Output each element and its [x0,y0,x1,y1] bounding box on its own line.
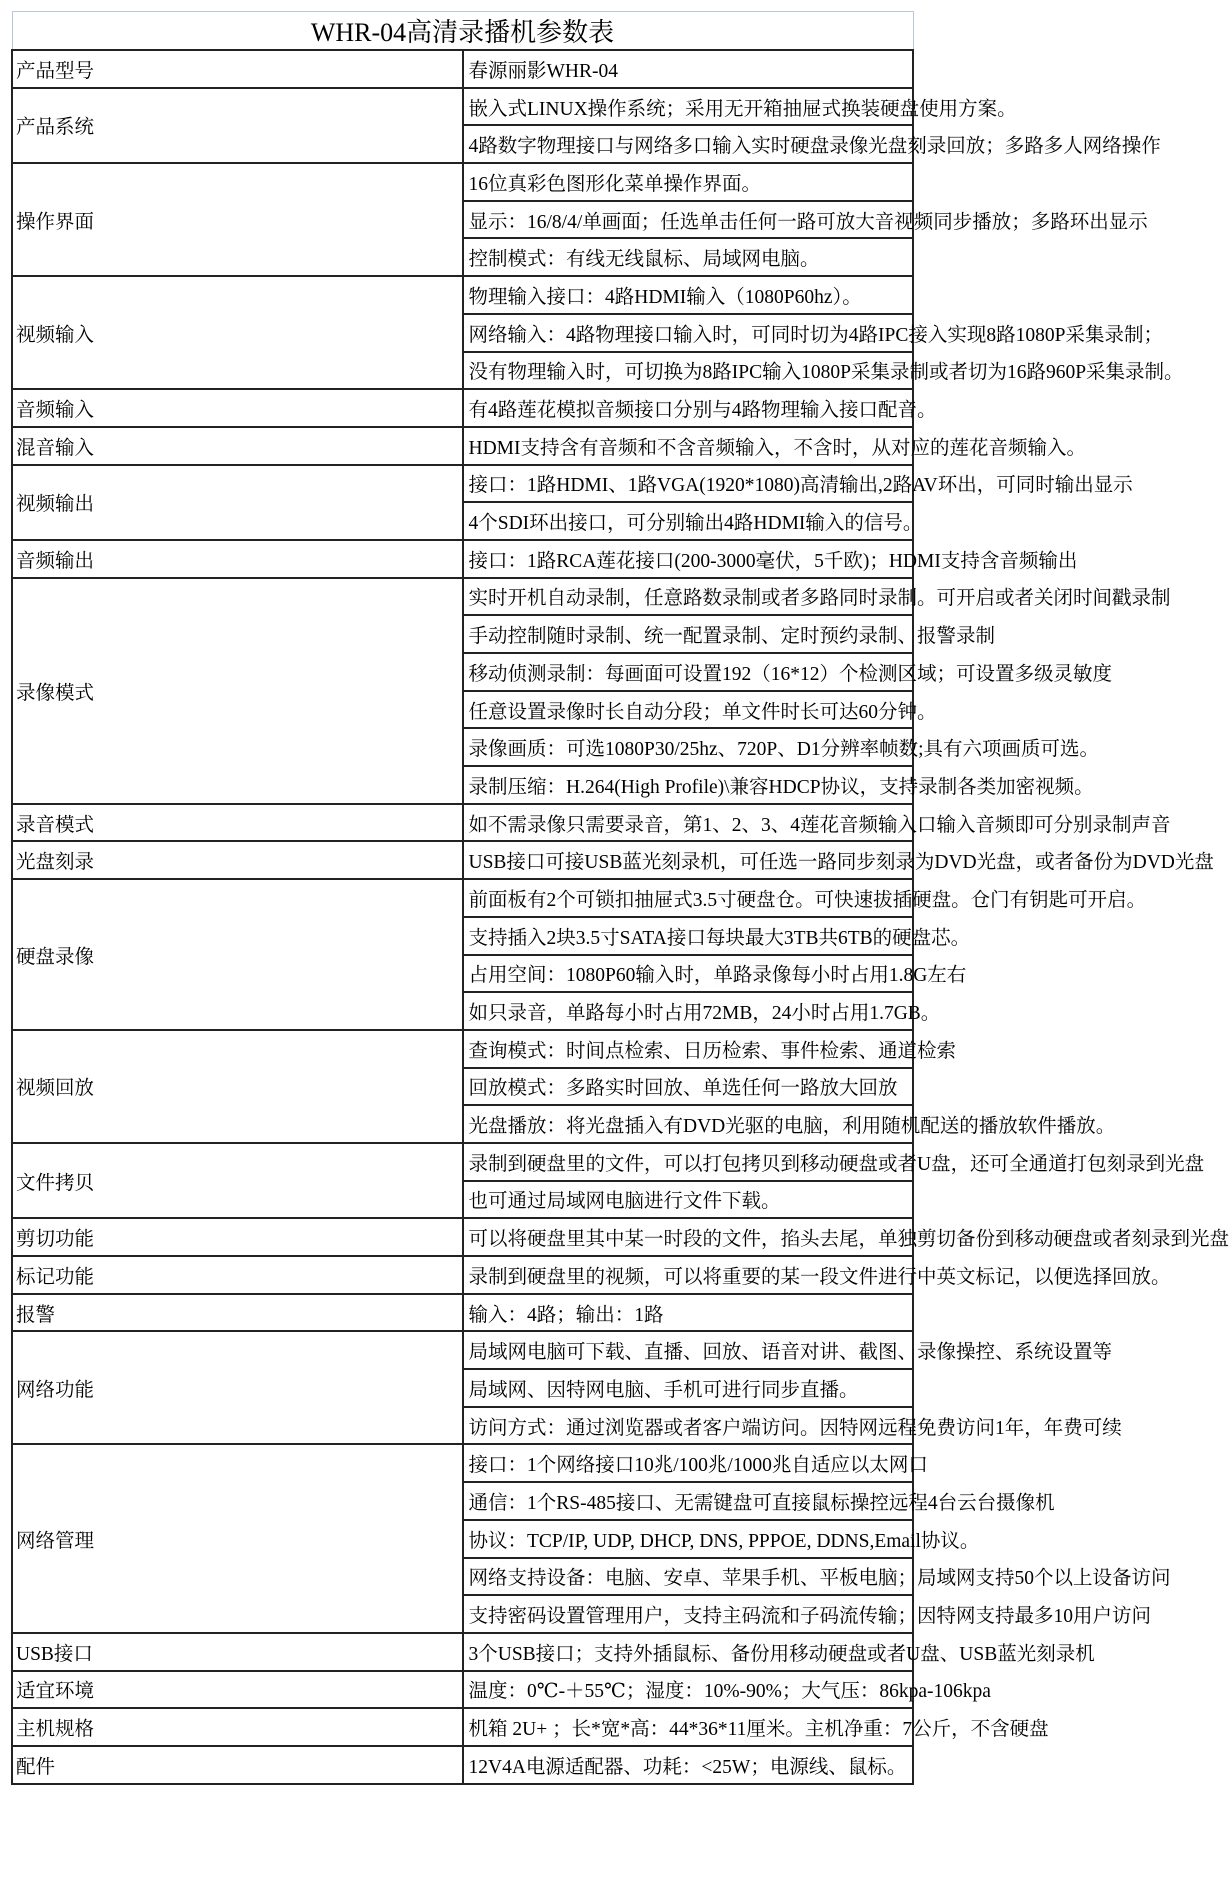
table-row [12,1143,913,1181]
row-label: USB接口 [12,1633,463,1671]
row-value: 4路数字物理接口与网络多口输入实时硬盘录像光盘刻录回放；多路多人网络操作 [463,125,914,163]
row-label: 视频输入 [12,276,463,389]
row-value: 录制到硬盘里的视频，可以将重要的某一段文件进行中英文标记，以便选择回放。 [463,1256,914,1294]
row-value: 16位真彩色图形化菜单操作界面。 [463,163,914,201]
row-value: 如不需录像只需要录音，第1、2、3、4莲花音频输入口输入音频即可分别录制声音 [463,804,914,842]
row-label: 录音模式 [12,804,463,842]
row-value: 光盘播放：将光盘插入有DVD光驱的电脑，利用随机配送的播放软件播放。 [463,1105,914,1143]
table-row [12,1256,913,1294]
row-value: 嵌入式LINUX操作系统；采用无开箱抽屉式换装硬盘使用方案。 [463,88,914,126]
row-value: 机箱 2U+ ；长*宽*高：44*36*11厘米。主机净重：7公斤，不含硬盘 [463,1708,914,1746]
row-value: 春源丽影WHR-04 [463,50,914,88]
row-label: 音频输入 [12,389,463,427]
row-label: 文件拷贝 [12,1143,463,1218]
table-row [12,578,913,616]
row-label: 录像模式 [12,578,463,804]
title-row [12,12,913,51]
table-row [12,1633,913,1671]
row-label: 产品系统 [12,88,463,163]
row-value: 如只录音，单路每小时占用72MB，24小时占用1.7GB。 [463,992,914,1030]
row-label: 音频输出 [12,540,463,578]
table-row [12,841,913,879]
row-value: 录制压缩：H.264(High Profile)\兼容HDCP协议，支持录制各类加密视频。 [463,766,914,804]
table-row [12,1746,913,1784]
table-row [12,1294,913,1332]
table-row [12,1671,913,1709]
table-row [12,88,913,126]
row-label: 配件 [12,1746,463,1784]
row-value: 可以将硬盘里其中某一时段的文件，掐头去尾，单独剪切备份到移动硬盘或者刻录到光盘 [463,1218,914,1256]
row-value: 录制到硬盘里的文件，可以打包拷贝到移动硬盘或者U盘，还可全通道打包刻录到光盘 [463,1143,914,1181]
table-row [12,1444,913,1482]
row-value: 没有物理输入时，可切换为8路IPC输入1080P采集录制或者切为16路960P采集录制。 [463,352,914,390]
row-label: 网络功能 [12,1331,463,1444]
row-value: 也可通过局域网电脑进行文件下载。 [463,1181,914,1219]
table-row [12,50,913,88]
table-row [12,1708,913,1746]
row-value: 网络支持设备：电脑、安卓、苹果手机、平板电脑；局域网支持50个以上设备访问 [463,1558,914,1596]
row-value: 协议：TCP/IP, UDP, DHCP, DNS, PPPOE, DDNS,Email协议。 [463,1520,914,1558]
row-value: 有4路莲花模拟音频接口分别与4路物理输入接口配音。 [463,389,914,427]
row-label: 视频回放 [12,1030,463,1143]
row-label: 网络管理 [12,1444,463,1632]
row-label: 适宜环境 [12,1671,463,1709]
row-value: 手动控制随时录制、统一配置录制、定时预约录制、报警录制 [463,615,914,653]
row-value: 支持密码设置管理用户，支持主码流和子码流传输；因特网支持最多10用户访问 [463,1595,914,1633]
row-value: 局域网电脑可下载、直播、回放、语音对讲、截图、录像操控、系统设置等 [463,1331,914,1369]
table-row [12,427,913,465]
row-label: 操作界面 [12,163,463,276]
row-value: 局域网、因特网电脑、手机可进行同步直播。 [463,1369,914,1407]
row-value: 接口：1路HDMI、1路VGA(1920*1080)高清输出,2路AV环出，可同时输出显示 [463,465,914,503]
row-value: 输入：4路；输出：1路 [463,1294,914,1332]
table-row [12,804,913,842]
table-row [12,389,913,427]
row-value: 查询模式：时间点检索、日历检索、事件检索、通道检索 [463,1030,914,1068]
table-row [12,276,913,314]
parameter-table [11,11,1229,1785]
row-value: 移动侦测录制：每画面可设置192（16*12）个检测区域；可设置多级灵敏度 [463,653,914,691]
row-value: 录像画质：可选1080P30/25hz、720P、D1分辨率帧数;具有六项画质可选。 [463,728,914,766]
row-value: USB接口可接USB蓝光刻录机，可任选一路同步刻录为DVD光盘，或者备份为DVD光盘 [463,841,914,879]
row-value: 温度：0℃-＋55℃；湿度：10%-90%；大气压：86kpa-106kpa [463,1671,914,1709]
row-value: 实时开机自动录制，任意路数录制或者多路同时录制。可开启或者关闭时间戳录制 [463,578,914,616]
row-value: 3个USB接口；支持外插鼠标、备份用移动硬盘或者U盘、USB蓝光刻录机 [463,1633,914,1671]
row-value: 前面板有2个可锁扣抽屉式3.5寸硬盘仓。可快速拔插硬盘。仓门有钥匙可开启。 [463,879,914,917]
row-label: 视频输出 [12,465,463,540]
row-value: HDMI支持含有音频和不含音频输入，不含时，从对应的莲花音频输入。 [463,427,914,465]
table-row [12,465,913,503]
row-value: 占用空间：1080P60输入时，单路录像每小时占用1.8G左右 [463,955,914,993]
row-value: 控制模式：有线无线鼠标、局域网电脑。 [463,238,914,276]
row-label: 剪切功能 [12,1218,463,1256]
row-value: 回放模式：多路实时回放、单选任何一路放大回放 [463,1068,914,1106]
row-value: 访问方式：通过浏览器或者客户端访问。因特网远程免费访问1年，年费可续 [463,1407,914,1445]
row-label: 混音输入 [12,427,463,465]
row-value: 通信：1个RS-485接口、无需键盘可直接鼠标操控远程4台云台摄像机 [463,1482,914,1520]
row-label: 产品型号 [12,50,463,88]
table-row [12,1218,913,1256]
row-value: 4个SDI环出接口，可分别输出4路HDMI输入的信号。 [463,502,914,540]
row-value: 物理输入接口：4路HDMI输入（1080P60hz）。 [463,276,914,314]
table-row [12,163,913,201]
table-title: WHR-04高清录播机参数表 [12,12,913,51]
row-label: 硬盘录像 [12,879,463,1030]
table-row [12,1030,913,1068]
table-row [12,1331,913,1369]
row-value: 任意设置录像时长自动分段；单文件时长可达60分钟。 [463,691,914,729]
row-value: 接口：1路RCA莲花接口(200-3000毫伏，5千欧)；HDMI支持含音频输出 [463,540,914,578]
row-label: 主机规格 [12,1708,463,1746]
row-value: 显示：16/8/4/单画面；任选单击任何一路可放大音视频同步播放；多路环出显示 [463,201,914,239]
row-value: 接口：1个网络接口10兆/100兆/1000兆自适应以太网口 [463,1444,914,1482]
table-row [12,540,913,578]
row-label: 光盘刻录 [12,841,463,879]
row-value: 支持插入2块3.5寸SATA接口每块最大3TB共6TB的硬盘芯。 [463,917,914,955]
row-label: 报警 [12,1294,463,1332]
row-label: 标记功能 [12,1256,463,1294]
table-row [12,879,913,917]
row-value: 网络输入：4路物理接口输入时，可同时切为4路IPC接入实现8路1080P采集录制； [463,314,914,352]
row-value: 12V4A电源适配器、功耗：<25W；电源线、鼠标。 [463,1746,914,1784]
